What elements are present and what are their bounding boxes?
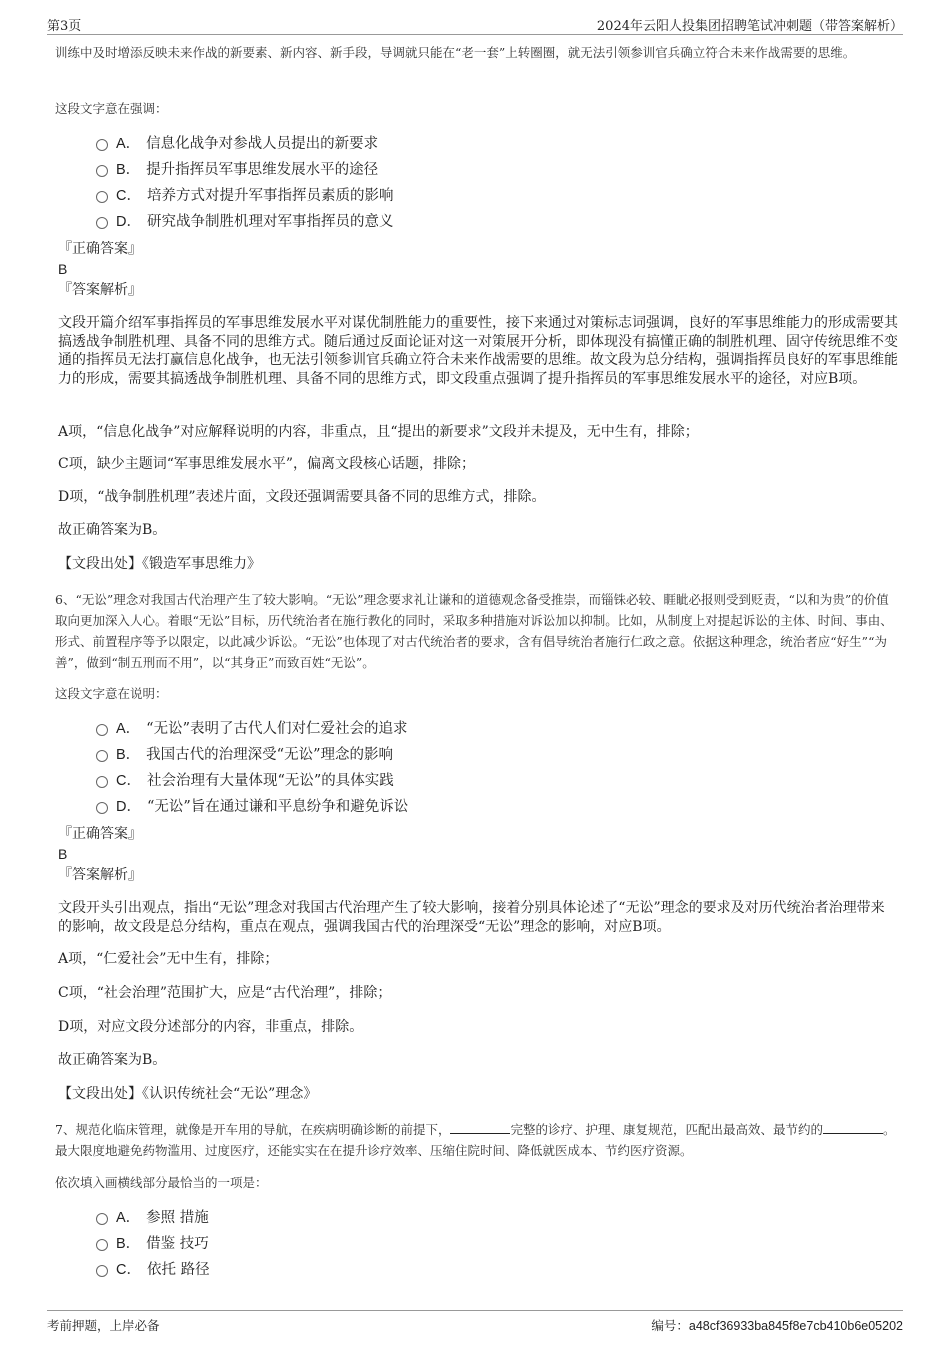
fill-blank bbox=[823, 1121, 883, 1134]
q6-option-a[interactable]: A． “无讼”表明了古代人们对仁爱社会的追求 bbox=[96, 719, 408, 739]
q5-option-c[interactable]: C． 培养方式对提升军事指挥员素质的影响 bbox=[96, 186, 393, 206]
q5-option-a-note: A项，“信息化战争”对应解释说明的内容，非重点，且“提出的新要求”文段并未提及，无中生有，排除； bbox=[58, 424, 699, 440]
radio-icon[interactable] bbox=[96, 724, 108, 736]
q5-option-c-note: C项，缺少主题词“军事思维发展水平”，偏离文段核心话题，排除； bbox=[58, 456, 476, 472]
q6-answer: B bbox=[58, 846, 68, 862]
q7-prompt: 依次填入画横线部分最恰当的一项是： bbox=[55, 1175, 268, 1190]
q5-intro: 训练中及时增添反映未来作战的新要素、新内容、新手段，导调就只能在“老一套”上转圈圈，就无法引领参训官兵确立符合未来作战需要的思维。 bbox=[55, 45, 856, 60]
page-number: 第3页 bbox=[47, 19, 82, 34]
radio-icon[interactable] bbox=[96, 1265, 108, 1277]
q6-stem: 6、“无讼”理念对我国古代治理产生了较大影响。“无讼”理念要求礼让谦和的道德观念备受推崇，而锱铢必较、睚眦必报则受到贬责，“以和为贵”的价值取向更加深入人心。着眼“无讼”目标，历代统治者在施行教化的同时，采取多种措施对诉讼加以抑制。比如，从制度上对提起诉讼的主体、时间、事由、形式、前置程序等予以限定，以此减少诉讼。“无讼”也体现了对古代统治者的要求，含有倡导统治者施行仁政之意。依据这种理念，统治者应“好生”“为善”，做到“制五刑而不用”，以“其身正”而致百姓“无讼”。 bbox=[55, 592, 893, 670]
radio-icon[interactable] bbox=[96, 802, 108, 814]
q6-option-c-note: C项，“社会治理”范围扩大，应是“古代治理”，排除； bbox=[58, 985, 392, 1001]
q6-option-d[interactable]: D． “无讼”旨在通过谦和平息纷争和避免诉讼 bbox=[96, 797, 408, 817]
q7-stem: 7、规范化临床管理，就像是开车用的导航，在疾病明确诊断的前提下， 完整的诊疗、护理、康复规范，匹配出最高效、最节约的 。最大限度地避免药物滥用、过度医疗，还能实实在在提升诊疗效率、压缩住院时间、降低就医成本、节约医疗资源。 bbox=[55, 1122, 896, 1158]
q6-analysis: 文段开头引出观点，指出“无讼”理念对我国古代治理产生了较大影响，接着分别具体论述了“无讼”理念的要求及对历代统治者治理带来的影响，故文段是总分结构，重点在观点，强调我国古代的治理深受“无讼”理念的影响，对应B项。 bbox=[58, 900, 885, 935]
q6-option-d-note: D项，对应文段分述部分的内容，非重点，排除。 bbox=[58, 1019, 364, 1035]
q5-prompt: 这段文字意在强调： bbox=[55, 101, 168, 116]
q5-analysis: 文段开篇介绍军事指挥员的军事思维发展水平对谋优制胜能力的重要性，接下来通过对策标志词强调，良好的军事思维能力的形成需要其搞透战争制胜机理、具备不同的思维方式。随后通过反面论证对这一对策展开分析，即体现没有搞懂正确的制胜机理、固守传统思维不变通的指挥员无法打赢信息化战争，也无法引领参训官兵确立符合未来作战需要的思维。故文段为总分结构，强调指挥员良好的军事思维能力的形成，需要其搞透战争制胜机理、具备不同的思维方式，即文段重点强调了提升指挥员的军事思维发展水平的途径，对应B项。 bbox=[58, 315, 898, 387]
q6-option-b[interactable]: B． 我国古代的治理深受“无讼”理念的影响 bbox=[96, 745, 393, 765]
q5-option-a[interactable]: A． 信息化战争对参战人员提出的新要求 bbox=[96, 134, 378, 154]
radio-icon[interactable] bbox=[96, 1213, 108, 1225]
q6-answer-label: 『正确答案』 bbox=[58, 826, 142, 842]
radio-icon[interactable] bbox=[96, 165, 108, 177]
q6-source: 【文段出处】《认识传统社会“无讼”理念》 bbox=[58, 1086, 318, 1102]
document-code: 编号：a48cf36933ba845f8e7cb410b6e05202 bbox=[651, 1318, 903, 1333]
page-header bbox=[47, 12, 903, 35]
q6-option-a-note: A项，“仁爱社会”无中生有，排除； bbox=[58, 951, 279, 967]
radio-icon[interactable] bbox=[96, 191, 108, 203]
q5-conclusion: 故正确答案为B。 bbox=[58, 522, 167, 538]
q6-prompt: 这段文字意在说明： bbox=[55, 686, 168, 701]
radio-icon[interactable] bbox=[96, 139, 108, 151]
radio-icon[interactable] bbox=[96, 217, 108, 229]
q6-option-c[interactable]: C． 社会治理有大量体现“无讼”的具体实践 bbox=[96, 771, 394, 791]
q7-option-b[interactable]: B． 借鉴 技巧 bbox=[96, 1234, 209, 1254]
q5-answer-label: 『正确答案』 bbox=[58, 241, 142, 257]
q5-option-d-note: D项，“战争制胜机理”表述片面，文段还强调需要具备不同的思维方式，排除。 bbox=[58, 489, 546, 505]
page-footer bbox=[47, 1310, 903, 1337]
q5-answer: B bbox=[58, 261, 68, 277]
q5-option-b[interactable]: B． 提升指挥员军事思维发展水平的途径 bbox=[96, 160, 378, 180]
document-title: 2024年云阳人投集团招聘笔试冲刺题（带答案解析） bbox=[596, 19, 903, 34]
q6-analysis-label: 『答案解析』 bbox=[58, 867, 142, 883]
fill-blank bbox=[450, 1121, 510, 1134]
q7-option-a[interactable]: A． 参照 措施 bbox=[96, 1208, 209, 1228]
q5-source: 【文段出处】《锻造军事思维力》 bbox=[58, 556, 261, 572]
q7-option-c[interactable]: C． 依托 路径 bbox=[96, 1260, 210, 1280]
radio-icon[interactable] bbox=[96, 1239, 108, 1251]
q5-analysis-label: 『答案解析』 bbox=[58, 282, 142, 298]
q6-conclusion: 故正确答案为B。 bbox=[58, 1052, 167, 1068]
radio-icon[interactable] bbox=[96, 776, 108, 788]
footer-slogan: 考前押题，上岸必备 bbox=[47, 1318, 160, 1333]
q5-option-d[interactable]: D． 研究战争制胜机理对军事指挥员的意义 bbox=[96, 212, 393, 232]
radio-icon[interactable] bbox=[96, 750, 108, 762]
